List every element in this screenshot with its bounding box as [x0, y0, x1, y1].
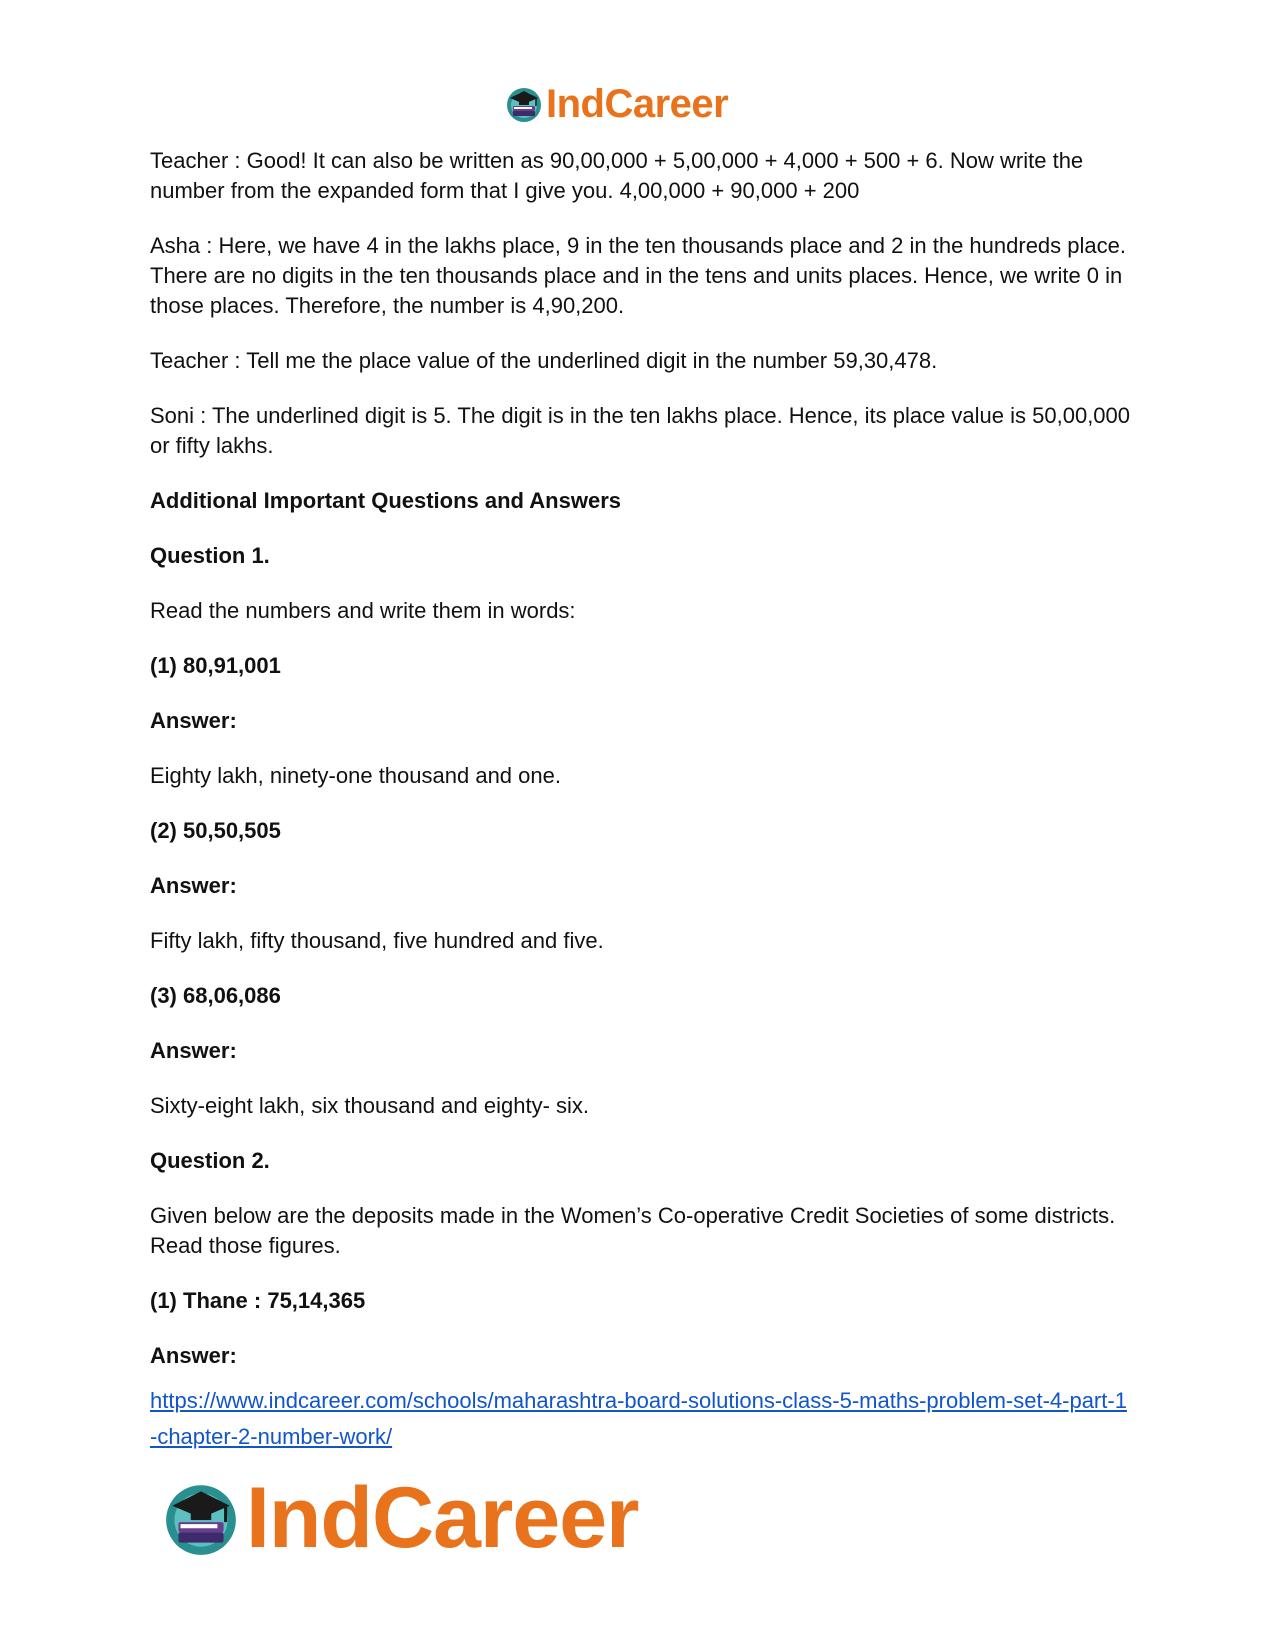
heading-text: Answer:: [150, 1343, 237, 1368]
paragraph-text: Teacher : Tell me the place value of the underlined digit in the number 59,30,478.: [150, 348, 938, 373]
paragraph-text: Sixty-eight lakh, six thousand and eighty- six.: [150, 1093, 590, 1118]
heading-text: (2) 50,50,505: [150, 818, 281, 843]
graduation-cap-books-icon: [160, 1477, 242, 1559]
graduation-cap-books-icon: [504, 84, 544, 124]
logo-wordmark: IndCareer: [246, 1470, 639, 1566]
paragraph-text: Given below are the deposits made in the Women’s Co-operative Credit Societies of some districts. Read those figures.: [150, 1203, 1116, 1258]
heading-text: Answer:: [150, 873, 237, 898]
heading-text: (3) 68,06,086: [150, 983, 281, 1008]
heading-text: (1) Thane : 75,14,365: [150, 1288, 366, 1313]
heading-text: Question 1.: [150, 543, 270, 568]
heading-text: Answer:: [150, 708, 237, 733]
heading-text: Answer:: [150, 1038, 237, 1063]
paragraph-text: Fifty lakh, fifty thousand, five hundred and five.: [150, 928, 604, 953]
document-body: [150, 146, 1130, 1455]
heading-text: Additional Important Questions and Answers: [150, 488, 622, 513]
paragraph-text: Read the numbers and write them in words:: [150, 598, 576, 623]
heading-text: Question 2.: [150, 1148, 270, 1173]
source-url-link[interactable]: https://www.indcareer.com/schools/maharashtra-board-solutions-class-5-maths-problem-set-4-part-1-chapter-2-number-work/: [150, 1388, 1127, 1449]
heading-text: (1) 80,91,001: [150, 653, 281, 678]
indcareer-logo-bottom: [160, 1468, 639, 1568]
paragraph-text: Eighty lakh, ninety-one thousand and one.: [150, 763, 561, 788]
paragraph-text: Asha : Here, we have 4 in the lakhs place, 9 in the ten thousands place and 2 in the hundreds place. There are no digits in the ten thousands place and in the tens and units places. Hence, we write 0 in those places. Therefore, the number is 4,90,200.: [150, 233, 1126, 318]
source-link-block: [150, 1383, 1130, 1455]
paragraph-text: Teacher : Good! It can also be written as 90,00,000 + 5,00,000 + 4,000 + 500 + 6. Now write the number from the expanded form that I give you. 4,00,000 + 90,000 + 200: [150, 148, 1084, 203]
logo-wordmark: IndCareer: [546, 82, 729, 126]
indcareer-logo-top: [504, 80, 728, 128]
paragraph-text: Soni : The underlined digit is 5. The digit is in the ten lakhs place. Hence, its place value is 50,00,000 or fifty lakhs.: [150, 403, 1131, 458]
